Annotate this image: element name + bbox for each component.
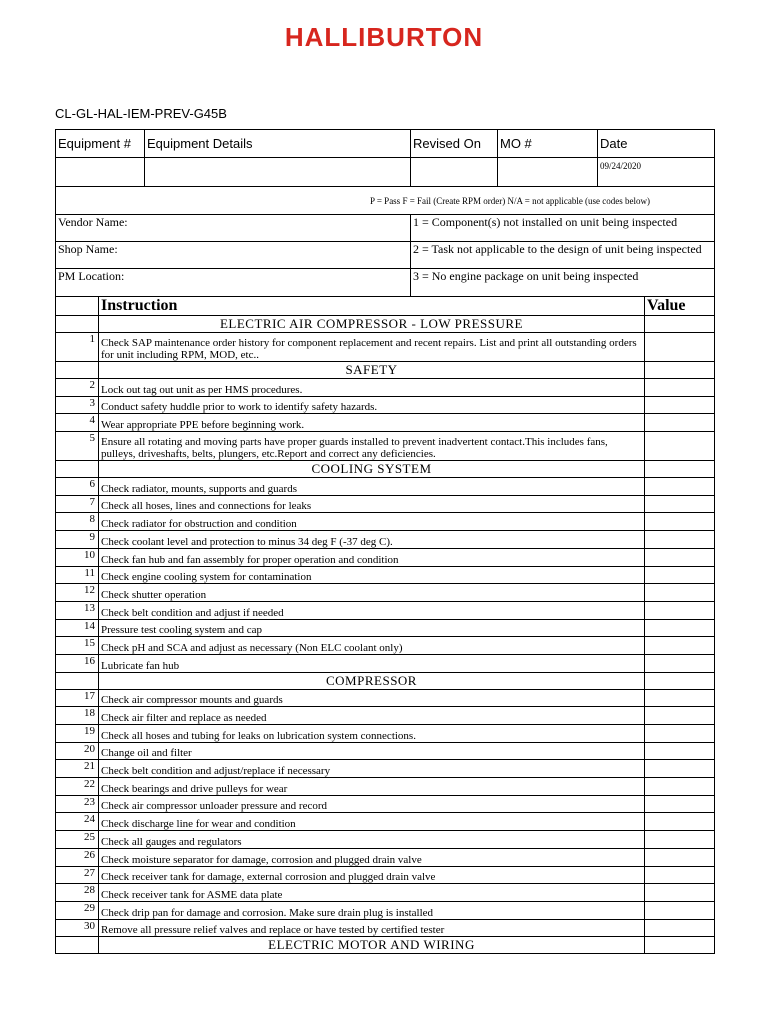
item-instruction: Check bearings and drive pulleys for wear — [99, 778, 645, 796]
item-instruction: Check moisture separator for damage, corrosion and plugged drain valve — [99, 848, 645, 866]
item-number: 27 — [56, 866, 99, 884]
item-instruction: Check radiator for obstruction and condition — [99, 513, 645, 531]
item-number: 20 — [56, 742, 99, 760]
item-value-field[interactable] — [645, 495, 715, 513]
date-label: Date — [598, 130, 715, 158]
item-instruction: Check fan hub and fan assembly for proper operation and condition — [99, 548, 645, 566]
section-electric-motor-wiring: ELECTRIC MOTOR AND WIRING — [99, 937, 645, 954]
value-column-header: Value — [645, 297, 715, 316]
item-value-field[interactable] — [645, 584, 715, 602]
item-instruction: Wear appropriate PPE before beginning work. — [99, 414, 645, 432]
checklist-row — [56, 619, 715, 637]
item-instruction: Check receiver tank for ASME data plate — [99, 884, 645, 902]
document-id: CL-GL-HAL-IEM-PREV-G45B — [55, 106, 227, 121]
item-value-field[interactable] — [645, 513, 715, 531]
item-number: 6 — [56, 478, 99, 496]
item-number: 19 — [56, 725, 99, 743]
checklist-row — [56, 495, 715, 513]
checklist-row — [56, 760, 715, 778]
item-value-field[interactable] — [645, 566, 715, 584]
item-value-field[interactable] — [645, 396, 715, 414]
item-number: 3 — [56, 396, 99, 414]
checklist-row — [56, 637, 715, 655]
item-value-field[interactable] — [645, 379, 715, 397]
pm-location-label[interactable]: PM Location: — [56, 269, 411, 297]
item-value-field[interactable] — [645, 760, 715, 778]
equipment-details-label: Equipment Details — [145, 130, 411, 158]
item-instruction: Check all hoses, lines and connections for leaks — [99, 495, 645, 513]
item-instruction: Check radiator, mounts, supports and guards — [99, 478, 645, 496]
section-safety: SAFETY — [99, 362, 645, 379]
item-value-field[interactable] — [645, 866, 715, 884]
item-number: 13 — [56, 601, 99, 619]
equipment-number-label: Equipment # — [56, 130, 145, 158]
item-number: 14 — [56, 619, 99, 637]
item-value-field[interactable] — [645, 919, 715, 937]
checklist-row — [56, 414, 715, 432]
item-instruction: Lock out tag out unit as per HMS procedures. — [99, 379, 645, 397]
item-number: 21 — [56, 760, 99, 778]
section-cooling-system: COOLING SYSTEM — [99, 461, 645, 478]
shop-name-label[interactable]: Shop Name: — [56, 242, 411, 269]
item-instruction: Check air filter and replace as needed — [99, 707, 645, 725]
item-number: 23 — [56, 795, 99, 813]
checklist-row — [56, 333, 715, 362]
item-value-field[interactable] — [645, 742, 715, 760]
codes-text: P = Pass F = Fail (Create RPM order) N/A = not applicable (use codes below) — [369, 195, 651, 206]
item-instruction: Check coolant level and protection to minus 34 deg F (-37 deg C). — [99, 531, 645, 549]
item-number: 11 — [56, 566, 99, 584]
item-value-field[interactable] — [645, 848, 715, 866]
item-instruction: Check engine cooling system for contamination — [99, 566, 645, 584]
checklist-row — [56, 396, 715, 414]
item-instruction: Check discharge line for wear and condition — [99, 813, 645, 831]
item-value-field[interactable] — [645, 901, 715, 919]
code-2: 2 = Task not applicable to the design of unit being inspected — [411, 242, 715, 269]
item-number: 18 — [56, 707, 99, 725]
item-value-field[interactable] — [645, 831, 715, 849]
item-number: 1 — [56, 333, 99, 362]
item-instruction: Pressure test cooling system and cap — [99, 619, 645, 637]
checklist-row — [56, 901, 715, 919]
item-value-field[interactable] — [645, 795, 715, 813]
item-instruction: Check all hoses and tubing for leaks on lubrication system connections. — [99, 725, 645, 743]
item-instruction: Check all gauges and regulators — [99, 831, 645, 849]
checklist-row — [56, 531, 715, 549]
item-number: 9 — [56, 531, 99, 549]
checklist-row — [56, 813, 715, 831]
checklist-row — [56, 742, 715, 760]
item-instruction: Check pH and SCA and adjust as necessary (Non ELC coolant only) — [99, 637, 645, 655]
item-number: 17 — [56, 689, 99, 707]
date-value[interactable]: 09/24/2020 — [598, 158, 715, 187]
number-column-header — [56, 297, 99, 316]
item-instruction: Check drip pan for damage and corrosion. Make sure drain plug is installed — [99, 901, 645, 919]
item-value-field[interactable] — [645, 333, 715, 362]
header-table — [55, 129, 715, 297]
item-instruction: Check belt condition and adjust/replace if necessary — [99, 760, 645, 778]
revised-on-label: Revised On — [411, 130, 498, 158]
mo-number-field[interactable] — [498, 158, 598, 187]
pass-fail-codes — [56, 187, 715, 215]
checklist-row — [56, 601, 715, 619]
item-value-field[interactable] — [645, 619, 715, 637]
item-number: 28 — [56, 884, 99, 902]
checklist-row — [56, 848, 715, 866]
checklist-row — [56, 707, 715, 725]
checklist-row — [56, 548, 715, 566]
item-value-field[interactable] — [645, 654, 715, 672]
item-number: 16 — [56, 654, 99, 672]
checklist-row — [56, 725, 715, 743]
item-number: 10 — [56, 548, 99, 566]
checklist-row — [56, 654, 715, 672]
item-number: 22 — [56, 778, 99, 796]
checklist-row — [56, 831, 715, 849]
mo-number-label: MO # — [498, 130, 598, 158]
equipment-details-field[interactable] — [145, 158, 411, 187]
checklist-row — [56, 584, 715, 602]
section-compressor: COMPRESSOR — [99, 672, 645, 689]
checklist-row — [56, 689, 715, 707]
item-number: 15 — [56, 637, 99, 655]
item-value-field[interactable] — [645, 637, 715, 655]
item-instruction: Check receiver tank for damage, external corrosion and plugged drain valve — [99, 866, 645, 884]
item-value-field[interactable] — [645, 432, 715, 461]
item-number: 29 — [56, 901, 99, 919]
item-value-field[interactable] — [645, 548, 715, 566]
item-value-field[interactable] — [645, 778, 715, 796]
checklist-row — [56, 778, 715, 796]
item-instruction: Ensure all rotating and moving parts have proper guards installed to prevent inadvertent contact.This includes fans, pulleys, driveshafts, belts, plungers, etc.Report and correct any deficiencies. — [99, 432, 645, 461]
item-value-field[interactable] — [645, 531, 715, 549]
checklist-row — [56, 919, 715, 937]
checklist-row — [56, 478, 715, 496]
checklist-row — [56, 513, 715, 531]
item-number: 5 — [56, 432, 99, 461]
checklist-row — [56, 866, 715, 884]
item-instruction: Check air compressor unloader pressure and record — [99, 795, 645, 813]
checklist-row — [56, 795, 715, 813]
item-number: 25 — [56, 831, 99, 849]
item-value-field[interactable] — [645, 813, 715, 831]
item-number: 24 — [56, 813, 99, 831]
code-3: 3 = No engine package on unit being inspected — [411, 269, 715, 297]
revised-on-field[interactable] — [411, 158, 498, 187]
checklist-table — [55, 296, 715, 954]
item-value-field[interactable] — [645, 884, 715, 902]
item-value-field[interactable] — [645, 707, 715, 725]
item-number: 7 — [56, 495, 99, 513]
item-instruction: Remove all pressure relief valves and replace or have tested by certified tester — [99, 919, 645, 937]
section-electric-air-compressor: ELECTRIC AIR COMPRESSOR - LOW PRESSURE — [99, 316, 645, 333]
item-number: 30 — [56, 919, 99, 937]
company-logo: HALLIBURTON — [284, 22, 484, 52]
vendor-name-label[interactable]: Vendor Name: — [56, 215, 411, 242]
checklist-row — [56, 379, 715, 397]
item-instruction: Check air compressor mounts and guards — [99, 689, 645, 707]
checklist-row — [56, 432, 715, 461]
item-instruction: Check SAP maintenance order history for component replacement and recent repairs. List and print all outstanding orders for unit including RPM, MOD, etc.. — [99, 333, 645, 362]
equipment-number-field[interactable] — [56, 158, 145, 187]
item-number: 26 — [56, 848, 99, 866]
item-number: 4 — [56, 414, 99, 432]
item-number: 8 — [56, 513, 99, 531]
code-1: 1 = Component(s) not installed on unit being inspected — [411, 215, 715, 242]
item-value-field[interactable] — [645, 689, 715, 707]
checklist-row — [56, 566, 715, 584]
item-value-field[interactable] — [645, 601, 715, 619]
item-value-field[interactable] — [645, 478, 715, 496]
item-instruction: Check shutter operation — [99, 584, 645, 602]
instruction-column-header: Instruction — [99, 297, 645, 316]
item-value-field[interactable] — [645, 725, 715, 743]
item-number: 2 — [56, 379, 99, 397]
item-instruction: Check belt condition and adjust if needed — [99, 601, 645, 619]
item-instruction: Change oil and filter — [99, 742, 645, 760]
item-value-field[interactable] — [645, 414, 715, 432]
item-number: 12 — [56, 584, 99, 602]
item-instruction: Conduct safety huddle prior to work to identify safety hazards. — [99, 396, 645, 414]
item-instruction: Lubricate fan hub — [99, 654, 645, 672]
checklist-row — [56, 884, 715, 902]
